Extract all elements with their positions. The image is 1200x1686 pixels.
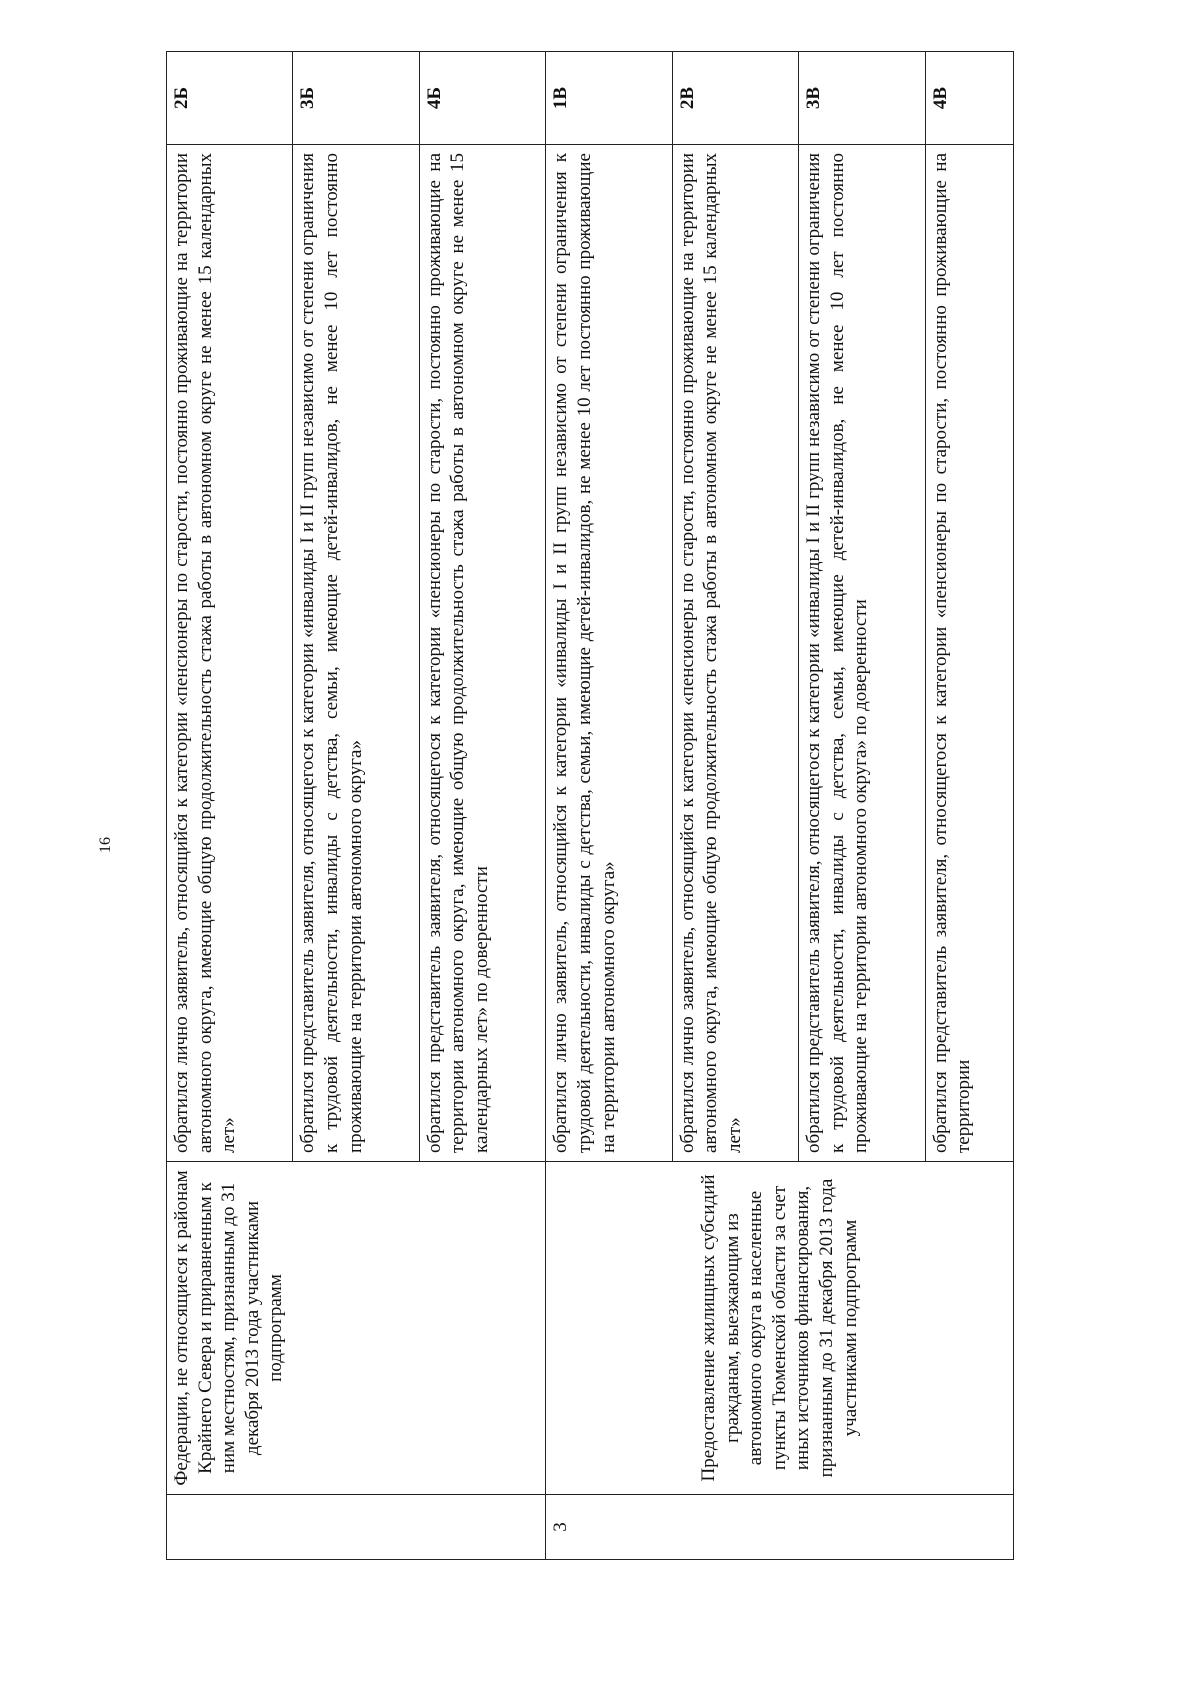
condition-cell: обратился лично заявитель, относящийся к категории «инвалиды I и II групп независимо от степени ограничения к трудовой деятельности, инвалиды с детства, семьи, имеющие детей-инвалидов, не менее 10 лет постоянно проживающие на территории автономного округа» bbox=[546, 145, 672, 1162]
row-number-cell bbox=[167, 1495, 546, 1560]
table-row bbox=[167, 52, 293, 1560]
code-cell: 4В bbox=[925, 52, 1013, 145]
service-name-cell: Предоставление жилищных субсидий гражданам, выезжающим из автономного округа в населенные пункты Тюменской области за счет иных источников финансирования, признанным до 31 декабря 2013 года участниками подпрограмм bbox=[546, 1162, 1014, 1495]
conditions-table bbox=[166, 51, 1014, 1560]
condition-cell: обратился лично заявитель, относящийся к категории «пенсионеры по старости, постоянно проживающие на территории автономного округа, имеющие общую продолжительность стажа работы в автономном округе не менее 15 календарных лет» bbox=[167, 145, 293, 1162]
page-number: 16 bbox=[97, 837, 114, 853]
code-cell: 2В bbox=[672, 52, 798, 145]
code-cell: 3В bbox=[799, 52, 925, 145]
condition-cell: обратился представитель заявителя, относящегося к категории «инвалиды I и II групп независимо от степени ограничения к трудовой деятельности, инвалиды с детства, семьи, имеющие детей-инвалидов, не менее 10 лет постоянно проживающие на территории автономного округа» bbox=[293, 145, 419, 1162]
code-cell: 2Б bbox=[167, 52, 293, 145]
table-row bbox=[546, 52, 672, 1560]
code-cell: 1В bbox=[546, 52, 672, 145]
condition-cell: обратился представитель заявителя, относящегося к категории «инвалиды I и II групп независимо от степени ограничения к трудовой деятельности, инвалиды с детства, семьи, имеющие детей-инвалидов, не менее 10 лет постоянно проживающие на территории автономного округа» по доверенности bbox=[799, 145, 925, 1162]
service-name-cell: Федерации, не относящиеся к районам Крайнего Севера и приравненным к ним местностям, признанным до 31 декабря 2013 года участниками подпрограмм bbox=[167, 1162, 546, 1495]
rotated-table-sheet bbox=[166, 86, 1014, 1560]
condition-cell: обратился лично заявитель, относящийся к категории «пенсионеры по старости, постоянно проживающие на территории автономного округа, имеющие общую продолжительность стажа работы в автономном округе не менее 15 календарных лет» bbox=[672, 145, 798, 1162]
code-cell: 4Б bbox=[419, 52, 545, 145]
condition-cell: обратился представитель заявителя, относящегося к категории «пенсионеры по старости, постоянно проживающие на территории автономного округа, имеющие общую продолжительность стажа работы в автономном округе не менее 15 календарных лет» по доверенности bbox=[419, 145, 545, 1162]
code-cell: 3Б bbox=[293, 52, 419, 145]
row-number-cell: 3 bbox=[546, 1495, 1014, 1560]
condition-cell: обратился представитель заявителя, относящегося к категории «пенсионеры по старости, постоянно проживающие на территории bbox=[925, 145, 1013, 1162]
